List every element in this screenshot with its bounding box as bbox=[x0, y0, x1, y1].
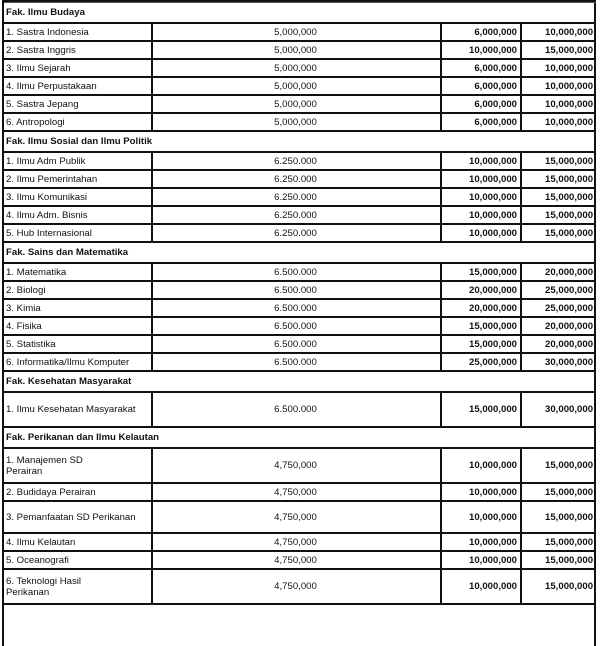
base-fee: 6.500.000 bbox=[152, 299, 441, 317]
base-fee: 4,750,000 bbox=[152, 569, 441, 604]
program-name: 4. Ilmu Perpustakaan bbox=[4, 77, 152, 95]
base-fee: 6.500.000 bbox=[152, 392, 441, 427]
program-name: 5. Statistika bbox=[4, 335, 152, 353]
base-fee: 4,750,000 bbox=[152, 483, 441, 501]
table-row bbox=[4, 23, 596, 41]
base-fee: 6.500.000 bbox=[152, 281, 441, 299]
max-fee: 15,000,000 bbox=[521, 224, 596, 242]
max-fee: 15,000,000 bbox=[521, 41, 596, 59]
min-fee: 15,000,000 bbox=[441, 263, 521, 281]
max-fee: 15,000,000 bbox=[521, 551, 596, 569]
table-row bbox=[4, 448, 596, 483]
min-fee: 10,000,000 bbox=[441, 41, 521, 59]
max-fee: 15,000,000 bbox=[521, 483, 596, 501]
min-fee: 10,000,000 bbox=[441, 152, 521, 170]
min-fee: 10,000,000 bbox=[441, 188, 521, 206]
program-name: 2. Biologi bbox=[4, 281, 152, 299]
table-row bbox=[4, 152, 596, 170]
min-fee: 6,000,000 bbox=[441, 77, 521, 95]
table-row bbox=[4, 77, 596, 95]
base-fee: 6.250.000 bbox=[152, 152, 441, 170]
table-row bbox=[4, 569, 596, 604]
table-row bbox=[4, 353, 596, 371]
max-fee: 10,000,000 bbox=[521, 23, 596, 41]
table-row bbox=[4, 392, 596, 427]
max-fee: 25,000,000 bbox=[521, 299, 596, 317]
program-name: 2. Ilmu Pemerintahan bbox=[4, 170, 152, 188]
program-name: 6. Teknologi Hasil Perikanan bbox=[4, 569, 152, 604]
program-name: 5. Sastra Jepang bbox=[4, 95, 152, 113]
max-fee: 15,000,000 bbox=[521, 501, 596, 533]
base-fee: 6.250.000 bbox=[152, 188, 441, 206]
min-fee: 15,000,000 bbox=[441, 392, 521, 427]
program-name: 5. Hub Internasional bbox=[4, 224, 152, 242]
min-fee: 15,000,000 bbox=[441, 317, 521, 335]
program-name: 4. Ilmu Adm. Bisnis bbox=[4, 206, 152, 224]
table-row bbox=[4, 95, 596, 113]
program-name: 1. Ilmu Adm Publik bbox=[4, 152, 152, 170]
table-row bbox=[4, 113, 596, 131]
faculty-name: Fak. Ilmu Budaya bbox=[4, 3, 596, 24]
max-fee: 15,000,000 bbox=[521, 533, 596, 551]
table-row bbox=[4, 188, 596, 206]
program-name: 6. Informatika/Ilmu Komputer bbox=[4, 353, 152, 371]
min-fee: 10,000,000 bbox=[441, 224, 521, 242]
table-row bbox=[4, 533, 596, 551]
max-fee: 20,000,000 bbox=[521, 335, 596, 353]
min-fee: 20,000,000 bbox=[441, 299, 521, 317]
min-fee: 20,000,000 bbox=[441, 281, 521, 299]
max-fee: 25,000,000 bbox=[521, 281, 596, 299]
max-fee: 30,000,000 bbox=[521, 353, 596, 371]
table-row bbox=[4, 317, 596, 335]
table-row bbox=[4, 170, 596, 188]
base-fee: 6.250.000 bbox=[152, 224, 441, 242]
faculty-name: Fak. Perikanan dan Ilmu Kelautan bbox=[4, 427, 596, 448]
base-fee: 4,750,000 bbox=[152, 551, 441, 569]
min-fee: 25,000,000 bbox=[441, 353, 521, 371]
base-fee: 6.250.000 bbox=[152, 206, 441, 224]
max-fee: 15,000,000 bbox=[521, 569, 596, 604]
table-row bbox=[4, 263, 596, 281]
faculty-name: Fak. Sains dan Matematika bbox=[4, 242, 596, 263]
max-fee: 10,000,000 bbox=[521, 95, 596, 113]
base-fee: 4,750,000 bbox=[152, 448, 441, 483]
program-name: 3. Pemanfaatan SD Perikanan bbox=[4, 501, 152, 533]
program-name: 3. Kimia bbox=[4, 299, 152, 317]
min-fee: 10,000,000 bbox=[441, 483, 521, 501]
table-row bbox=[4, 224, 596, 242]
base-fee: 5,000,000 bbox=[152, 95, 441, 113]
table-row bbox=[4, 483, 596, 501]
max-fee: 15,000,000 bbox=[521, 448, 596, 483]
base-fee: 4,750,000 bbox=[152, 533, 441, 551]
min-fee: 10,000,000 bbox=[441, 448, 521, 483]
table-row bbox=[4, 501, 596, 533]
faculty-name: Fak. Kesehatan Masyarakat bbox=[4, 371, 596, 392]
base-fee: 5,000,000 bbox=[152, 23, 441, 41]
min-fee: 10,000,000 bbox=[441, 569, 521, 604]
min-fee: 10,000,000 bbox=[441, 533, 521, 551]
base-fee: 5,000,000 bbox=[152, 77, 441, 95]
table-row bbox=[4, 335, 596, 353]
program-name: 4. Fisika bbox=[4, 317, 152, 335]
tuition-table bbox=[4, 2, 596, 605]
max-fee: 15,000,000 bbox=[521, 188, 596, 206]
faculty-name: Fak. Ilmu Sosial dan Ilmu Politik bbox=[4, 131, 596, 152]
table-row bbox=[4, 59, 596, 77]
min-fee: 10,000,000 bbox=[441, 551, 521, 569]
table-row bbox=[4, 206, 596, 224]
base-fee: 6.500.000 bbox=[152, 335, 441, 353]
min-fee: 15,000,000 bbox=[441, 335, 521, 353]
min-fee: 10,000,000 bbox=[441, 206, 521, 224]
base-fee: 4,750,000 bbox=[152, 501, 441, 533]
program-name: 1. Ilmu Kesehatan Masyarakat bbox=[4, 392, 152, 427]
min-fee: 10,000,000 bbox=[441, 170, 521, 188]
min-fee: 6,000,000 bbox=[441, 23, 521, 41]
program-name: 5. Oceanografi bbox=[4, 551, 152, 569]
program-name: 4. Ilmu Kelautan bbox=[4, 533, 152, 551]
faculty-header-row bbox=[4, 371, 596, 392]
max-fee: 15,000,000 bbox=[521, 170, 596, 188]
min-fee: 6,000,000 bbox=[441, 95, 521, 113]
base-fee: 6.250.000 bbox=[152, 170, 441, 188]
program-name: 1. Matematika bbox=[4, 263, 152, 281]
program-name: 3. Ilmu Sejarah bbox=[4, 59, 152, 77]
max-fee: 20,000,000 bbox=[521, 263, 596, 281]
max-fee: 30,000,000 bbox=[521, 392, 596, 427]
faculty-header-row bbox=[4, 242, 596, 263]
table-row bbox=[4, 41, 596, 59]
table-row bbox=[4, 551, 596, 569]
min-fee: 10,000,000 bbox=[441, 501, 521, 533]
program-name: 2. Sastra Inggris bbox=[4, 41, 152, 59]
base-fee: 5,000,000 bbox=[152, 113, 441, 131]
max-fee: 20,000,000 bbox=[521, 317, 596, 335]
base-fee: 5,000,000 bbox=[152, 59, 441, 77]
faculty-header-row bbox=[4, 3, 596, 24]
faculty-header-row bbox=[4, 131, 596, 152]
max-fee: 15,000,000 bbox=[521, 152, 596, 170]
faculty-header-row bbox=[4, 427, 596, 448]
max-fee: 10,000,000 bbox=[521, 77, 596, 95]
program-name: 1. Sastra Indonesia bbox=[4, 23, 152, 41]
program-name: 6. Antropologi bbox=[4, 113, 152, 131]
max-fee: 15,000,000 bbox=[521, 206, 596, 224]
table-row bbox=[4, 299, 596, 317]
program-name: 3. Ilmu Komunikasi bbox=[4, 188, 152, 206]
program-name: 2. Budidaya Perairan bbox=[4, 483, 152, 501]
table-row bbox=[4, 281, 596, 299]
program-name: 1. Manajemen SD Perairan bbox=[4, 448, 152, 483]
tuition-table-frame bbox=[2, 0, 596, 646]
max-fee: 10,000,000 bbox=[521, 59, 596, 77]
min-fee: 6,000,000 bbox=[441, 113, 521, 131]
max-fee: 10,000,000 bbox=[521, 113, 596, 131]
base-fee: 6.500.000 bbox=[152, 263, 441, 281]
base-fee: 6.500.000 bbox=[152, 317, 441, 335]
base-fee: 6.500.000 bbox=[152, 353, 441, 371]
base-fee: 5,000,000 bbox=[152, 41, 441, 59]
min-fee: 6,000,000 bbox=[441, 59, 521, 77]
